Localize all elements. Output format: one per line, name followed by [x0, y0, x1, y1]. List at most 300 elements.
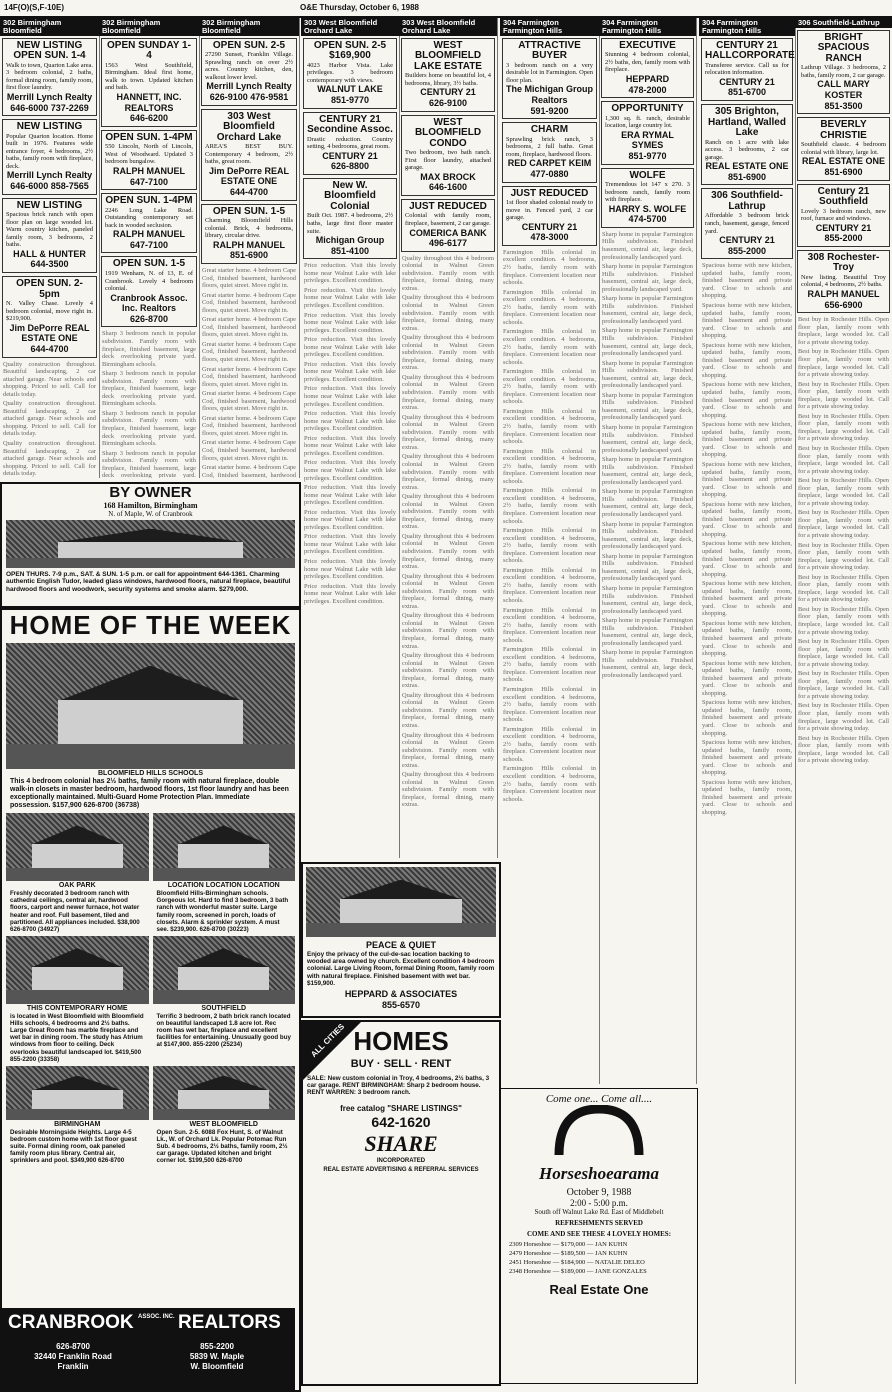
listing-headline: JUST REDUCED — [510, 187, 589, 199]
listing-firm: RALPH MANUEL — [113, 229, 185, 240]
listing-headline: CENTURY 21 Secondine Assoc. — [307, 113, 393, 136]
listing-firm: REAL ESTATE ONE — [705, 161, 789, 172]
listing-text: 1919 Wenham, N. of 13, E. of Cranbrook. Lovely 4 bedroom colonial. — [105, 269, 193, 293]
by-owner-body: OPEN THURS. 7-9 p.m., SAT. & SUN. 1-5 p.m. or call for appointment 644-1361. Charming authentic English Tudor, leaded glass windows, hardwood floors, natural fireplace, beautiful hardwood floors and woodwork, security systems and smoke alarm. $279,000. — [6, 571, 291, 593]
feature-caption: LOCATION LOCATION LOCATION — [167, 882, 280, 890]
classified-column — [699, 18, 796, 1384]
listing-phone: 647-7100 — [129, 176, 169, 187]
listing-firm: HARRY S. WOLFE — [608, 203, 687, 214]
office-address: 32440 Franklin Road — [34, 1352, 112, 1361]
listing-fine-print: Spacious home with new kitchen, updated baths, family room, finished basement and private yard. Close to schools and shopping. — [702, 540, 792, 578]
listing-text: N. Valley Chase. Lovely 4 bedroom colonial, move right in. $219,900. — [6, 300, 93, 323]
listing-phone: 851-6900 — [727, 171, 767, 182]
homes-sub: BUY · SELL · RENT — [350, 1058, 452, 1070]
listing-fine-print: Sharp home in popular Farmington Hills subdivision. Finished basement, central air, large deck, professionally landscaped yard. — [602, 617, 693, 647]
listing-fine-print: Best buy in Rochester Hills. Open floor plan, family room with fireplace, large wooded lot. Call for a private showing today. — [798, 412, 889, 443]
listing-headline: Century 21 Southfield — [817, 185, 870, 208]
listing-fine-print: Price reduction. Visit this lovely home near Walnut Lake with lake privileges. Excellent condition. — [304, 360, 396, 383]
listing-fine-print: Quality throughout this 4 bedroom colonial in Walnut Green subdivision. Family room with fireplace, formal dining, many extras. — [402, 532, 494, 571]
house-photo — [153, 936, 296, 1004]
listing-ad — [303, 178, 397, 259]
listing-fine-print: Sharp home in popular Farmington Hills subdivision. Finished basement, central air, large deck, professionally landscaped yard. — [602, 327, 693, 358]
listing-fine-print: Farmington Hills colonial in excellent condition. 4 bedrooms, 2½ baths, family room with fireplace. Convenient location near schools. — [503, 487, 596, 525]
listing-firm: RALPH MANUEL — [113, 165, 185, 176]
listing-fine-print: Farmington Hills colonial in excellent condition. 4 bedrooms, 2½ baths, family room with fireplace. Convenient location near schools. — [503, 686, 596, 724]
listing-text: Southfield classic. 4 bedroom colonial with library, large lot. — [801, 141, 886, 156]
listing-fine-print: Price reduction. Visit this lovely home near Walnut Lake with lake privileges. Excellent condition. — [304, 533, 396, 556]
listing-text: Charming Bloomfield Hills colonial. Brick, 4 bedrooms, library, circular drive. — [205, 217, 293, 240]
listing-text: 4023 Harbor Vista. Lake privileges. 3 bedroom contemporary with views. — [307, 61, 393, 84]
listing-fine-print: Sharp home in popular Farmington Hills subdivision. Finished basement, central air, large deck, professionally landscaped yard. — [602, 359, 693, 390]
horseshoe-date: October 9, 1988 — [566, 1187, 632, 1198]
listing-phone: 851-6700 — [727, 87, 767, 98]
listing-headline: 306 Southfield-Lathrup — [711, 190, 783, 212]
section-header: 302 Birmingham Bloomfield — [99, 18, 199, 36]
homes-footer: REAL ESTATE ADVERTISING & REFERRAL SERVICES — [323, 1166, 479, 1173]
listing-fine-print: Farmington Hills colonial in excellent condition. 4 bedrooms, 2½ baths, family room with fireplace. Convenient location near schools. — [503, 725, 596, 763]
listing-fine-print: Best buy in Rochester Hills. Open floor plan, family room with fireplace, large wooded lot. Call for a private showing today. — [798, 734, 889, 765]
listing-text: 27290 Sunset, Franklin Village. Sprawling ranch on over 2½ acres. Country kitchen, den, walkout lower level. — [205, 51, 293, 81]
listing-text: 2246 Long Lake Road. Outstanding contemporary set back in wooded seclusion. — [105, 206, 193, 229]
listing-headline: OPEN SUN. 1-5 — [212, 205, 286, 217]
listing-text: 1563 West Southfield, Birmingham. Ideal first home, walk to town. Updated kitchen and bath. — [105, 61, 193, 92]
classified-column — [199, 18, 300, 478]
feature-caption: WEST BLOOMFIELD — [189, 1120, 258, 1128]
listing-fine-print: Price reduction. Visit this lovely home near Walnut Lake with lake privileges. Excellent condition. — [304, 385, 396, 408]
listing-fine-print: Quality throughout this 4 bedroom colonial in Walnut Green subdivision. Family room with fireplace, formal dining, many extras. — [402, 731, 494, 769]
listing-fine-print: Spacious home with new kitchen, updated baths, family room, finished basement and private yard. Close to schools and shopping. — [702, 739, 792, 777]
feature-caption: BLOOMFIELD HILLS SCHOOLS — [98, 770, 203, 777]
listing-phone: 478-2000 — [628, 84, 667, 95]
listing-headline: OPPORTUNITY — [611, 103, 684, 115]
listing-fine-print: Farmington Hills colonial in excellent condition. 4 bedrooms, 2½ baths, family room with fireplace. Convenient location near schools. — [503, 566, 596, 604]
listing-fine-print: Quality construction throughout. Beautiful landscaping, 2 car attached garage. Near schools and shopping. Priced to sell. Call for details today. — [3, 360, 96, 398]
listing-headline: 305 Brighton, Hartland, Walled Lake — [708, 106, 786, 139]
listing-headline: NEW LISTING OPEN SUN. 1-4 — [13, 39, 86, 62]
listing-phone: 644-4700 — [229, 187, 269, 198]
cranbrook-office-west-bloomfield — [152, 1342, 282, 1372]
listing-ad — [502, 38, 597, 119]
feature-southfield — [153, 936, 296, 1064]
listing-firm: RALPH MANUEL — [807, 289, 880, 300]
horseshoe-intro: Come one... Come all.... — [545, 1093, 653, 1105]
listing-phone: 646-6200 — [129, 113, 169, 124]
page-number: 14F(O)(S,F-10E) — [4, 3, 65, 12]
listing-fine-print: Quality throughout this 4 bedroom colonial in Walnut Green subdivision. Family room with fireplace, formal dining, many extras. — [402, 652, 494, 690]
listing-fine-print: Price reduction. Visit this lovely home near Walnut Lake with lake privileges. Excellent condition. — [304, 336, 396, 359]
real-estate-one-logo: Real Estate One — [549, 1282, 649, 1298]
listing-phone: 851-9770 — [330, 95, 370, 105]
listing-fine-print: Sharp home in popular Farmington Hills subdivision. Finished basement, central air, large deck, professionally landscaped yard. — [602, 520, 693, 551]
listing-fine-print: Sharp 3 bedroom ranch in popular subdivision. Family room with fireplace, finished basement, large deck overlooking private yard. Birmingham schools. — [102, 409, 196, 448]
listing-phone: 591-9200 — [530, 105, 569, 116]
listing-headline: CENTURY 21 HALLCORPORATE — [705, 39, 795, 62]
listing-text: New listing. Beautiful Troy colonial, 4 bedrooms, 2½ baths. — [801, 273, 886, 289]
listing-fine-print: Sharp home in popular Farmington Hills subdivision. Finished basement, central air, large deck, professionally landscaped yard. — [602, 391, 693, 422]
listing-phone: 496-6177 — [428, 238, 468, 249]
listing-fine-print: Spacious home with new kitchen, updated baths, family room, finished basement and private yard. Close to schools and shopping. — [702, 421, 792, 459]
listing-text: Sprawling brick ranch, 3 bedrooms, 2 full baths. Great room, fireplace, hardwood floors. — [506, 135, 593, 158]
listing-text: Tremendous lot 147 x 270. 3 bedroom ranch, family room with fireplace. — [605, 181, 690, 204]
tudor-house-photo — [6, 520, 295, 568]
listing-phone: 626-9100 — [428, 97, 468, 108]
listing-fine-print: Best buy in Rochester Hills. Open floor plan, family room with fireplace, large wooded lot. Call for a private showing today. — [798, 638, 889, 668]
listing-text: Stunning 4 bedroom colonial, 2½ baths, den, family room with fireplace. — [605, 51, 690, 74]
listing-firm: HEPPARD — [625, 73, 670, 84]
listing-fine-print: Great starter home. 4 bedroom Cape Cod, finished basement, hardwood floors, quiet street. Move right in. — [202, 316, 296, 339]
listing-ad — [101, 38, 197, 127]
listing-ad — [201, 109, 297, 201]
feature-text: Terrific 3 bedroom, 2 bath brick ranch located on beautiful landscaped 1.8 acre lot. Rec room has wet bar, fireplace and excellent facilities for entertaining. Unusually good buy at $147,900. 855-2200 (25234) — [156, 1012, 291, 1049]
listing-firm: Jim DePorre REAL ESTATE ONE — [208, 165, 290, 187]
classified-column — [301, 18, 400, 858]
house-photo — [6, 1066, 149, 1120]
listing-phone: 644-4700 — [30, 343, 69, 354]
listing-firm: Merrill Lynch Realty — [6, 91, 93, 102]
listing-ad — [101, 130, 197, 190]
listing-fine-print: Great starter home. 4 bedroom Cape Cod, finished basement, hardwood floors, quiet street. Move right in. — [202, 439, 296, 462]
listing-fine-print: Price reduction. Visit this lovely home near Walnut Lake with lake privileges. Excellent condition. — [304, 459, 396, 482]
listing-fine-print: Best buy in Rochester Hills. Open floor plan, family room with fireplace, large wooded lot. Call for a private showing today. — [798, 605, 889, 636]
section-header: 302 Birmingham Bloomfield — [199, 18, 299, 36]
listing-fine-print: Price reduction. Visit this lovely home near Walnut Lake with lake privileges. Excellent condition. — [304, 508, 396, 531]
listing-headline: JUST REDUCED — [409, 200, 487, 212]
listing-phone: 626-8700 — [129, 313, 169, 324]
home-of-week-title: HOME OF THE WEEK — [9, 610, 292, 640]
listing-phone: 647-7100 — [129, 239, 169, 250]
listing-phone: 656-6900 — [824, 299, 863, 310]
listing-fine-print: Sharp home in popular Farmington Hills subdivision. Finished basement, central air, large deck, professionally landscaped yard. — [602, 584, 693, 615]
listing-headline: OPEN SUN. 1-4PM — [105, 131, 193, 143]
listing-firm: CENTURY 21 — [521, 221, 578, 232]
listing-phone: 855-2000 — [727, 245, 767, 256]
listing-headline: OPEN SUN. 2-5 $169,900 — [313, 39, 387, 62]
listing-firm: ERA RYMAL SYMES — [621, 129, 674, 151]
listing-fine-print: Farmington Hills colonial in excellent condition. 4 bedrooms, 2½ baths, family room with fireplace. Convenient location near schools. — [503, 368, 596, 406]
homes-text: SALE: New custom colonial in Troy, 4 bedrooms, 2½ baths, 3 car garage. RENT BIRMINGHAM: Sharp 2 bedroom house. RENT WARREN: 3 bedroom ranch. — [307, 1075, 490, 1097]
feature-row-3 — [6, 1066, 295, 1166]
feature-text: Freshly decorated 3 bedroom ranch with cathedral ceilings, central air, hardwood floors, carport and newer furnace, hot water heater and roof. Full basement, tiled and partitioned. All appliances included. $38,900 626-8700 (34927) — [10, 890, 140, 933]
listing-fine-print: Quality throughout this 4 bedroom colonial in Walnut Green subdivision. Family room with fireplace, formal dining, many extras. — [402, 771, 494, 809]
listing-firm: REAL ESTATE ONE — [801, 156, 885, 167]
listing-fine-print: Spacious home with new kitchen, updated baths, family room, finished basement and private yard. Close to schools and shopping. — [702, 262, 792, 300]
listing-fine-print: Sharp home in popular Farmington Hills subdivision. Finished basement, central air, large deck, professionally landscaped yard. — [602, 263, 693, 293]
listing-phone: 855-2000 — [824, 233, 863, 244]
listing-text: Transferee service. Call us for relocation information. — [705, 61, 789, 77]
listing-phone: 851-3500 — [824, 100, 863, 111]
listing-firm: Cranbrook Assoc. Inc. Realtors — [110, 292, 188, 314]
listing-ad — [797, 117, 890, 180]
listing-text: Ranch on 1 acre with lake access. 3 bedrooms, 2 car garage. — [705, 138, 789, 161]
listing-fine-print: Best buy in Rochester Hills. Open floor plan, family room with fireplace, large wooded lot. Call for a private showing today. — [798, 670, 889, 700]
listing-text: 1,300 sq. ft. ranch, desirable location, large country lot. — [605, 114, 690, 130]
feature-text: Bloomfield Hills-Birmingham schools. Gorgeous lot. Hard to find 3 bedroom, 3 bath ranch with wonderful master suite. Large family room, screened in porch, loads of closets. Alarm & sprinkler system. A must see. $239,900. 626-8700 (30223) — [156, 890, 289, 933]
feature-text: Desirable Morningside Heights. Large 4-5 bedroom custom home with 1st floor guest suite. Formal dining room, oak paneled family room plus library. Central air, sprinklers and pool. $349,900 626-8700 — [10, 1128, 137, 1165]
listing-phone: 646-1600 — [428, 182, 468, 193]
listing-ad — [101, 256, 197, 327]
classified-column — [0, 18, 100, 478]
listing-firm: CENTURY 21 — [719, 76, 775, 87]
listing-fine-print: Best buy in Rochester Hills. Open floor plan, family room with fireplace, large wooded lot. Call for a private showing today. — [798, 444, 889, 475]
listing-ad — [701, 38, 793, 101]
listing-fine-print: Best buy in Rochester Hills. Open floor plan, family room with fireplace, large wooded lot. Call for a private showing today. — [798, 573, 889, 604]
listing-fine-print: Best buy in Rochester Hills. Open floor plan, family room with fireplace, large wooded lot. Call for a private showing today. — [798, 316, 889, 346]
listing-fine-print: Farmington Hills colonial in excellent condition. 4 bedrooms, 2½ baths, family room with fireplace. Convenient location near schools. — [503, 765, 596, 803]
all-cities-tag: ALL CITIES — [309, 1021, 347, 1060]
horseshoe-tour: COME AND SEE THESE 4 LOVELY HOMES: — [526, 1230, 672, 1238]
classified-column — [500, 18, 600, 1084]
listing-fine-print: Sharp 3 bedroom ranch in popular subdivision. Family room with fireplace, finished basement, large deck overlooking private yard. Birmingham schools. — [102, 330, 196, 368]
listing-firm: CENTURY 21 — [719, 235, 775, 246]
listing-text: 3 bedroom ranch on a very desirable lot in Farmington. Open floor plan. — [506, 61, 593, 84]
peace-phone: 855-6570 — [381, 1000, 421, 1011]
listing-ad — [601, 101, 694, 164]
listing-fine-print: Spacious home with new kitchen, updated baths, family room, finished basement and private yard. Close to schools and shopping. — [702, 619, 792, 658]
listing-headline: OPEN SUN. 1-5 — [112, 258, 186, 270]
listing-fine-print: Farmington Hills colonial in excellent condition. 4 bedrooms, 2½ baths, family room with fireplace. Convenient location near schools. — [503, 646, 596, 684]
listing-fine-print: Farmington Hills colonial in excellent condition. 4 bedrooms, 2½ baths, family room with fireplace. Convenient location near schools. — [503, 328, 596, 366]
horseshoe-home-item: 2479 Horseshoe — $189,500 — JAN KUHN — [509, 1250, 628, 1258]
listing-headline: OPEN SUNDAY 1-4 — [107, 39, 191, 62]
listing-fine-print: Quality construction throughout. Beautiful landscaping, 2 car attached garage. Near schools and shopping. Priced to sell. Call for details today. — [3, 440, 96, 478]
listing-fine-print: Price reduction. Visit this lovely home near Walnut Lake with lake privileges. Excellent condition. — [304, 434, 396, 457]
listing-fine-print: Sharp home in popular Farmington Hills subdivision. Finished basement, central air, large deck, professionally landscaped yard. — [602, 552, 693, 583]
listing-text: Built Oct. 1987. 4 bedrooms, 2½ baths, large first floor master suite. — [307, 212, 393, 235]
listing-firm: CALL MARY KOSTER — [817, 79, 870, 101]
horseshoe-location: South off Walnut Lake Rd. East of Middlebelt — [534, 1208, 664, 1216]
homes-phone: 642-1620 — [371, 1113, 431, 1130]
listing-ad — [502, 122, 597, 182]
listing-ad — [2, 198, 97, 273]
listing-text: Lovely 3 bedroom ranch, new roof, furnace and windows. — [801, 207, 886, 223]
listing-headline: EXECUTIVE — [619, 39, 676, 51]
by-owner-sub: N. of Maple, W. of Cranbrook — [108, 510, 193, 518]
listing-phone: 851-6900 — [229, 250, 269, 261]
listing-ad — [701, 104, 793, 185]
listing-fine-print: Farmington Hills colonial in excellent condition. 4 bedrooms, 2½ baths, family room with fireplace. Convenient location near schools. — [503, 288, 596, 326]
listing-fine-print: Price reduction. Visit this lovely home near Walnut Lake with lake privileges. Excellent condition. — [304, 484, 396, 507]
listing-phone: 626-9100 476-9581 — [209, 92, 289, 103]
listing-text: AREA'S BEST BUY. Contemporary 4 bedroom, 2½ baths, great room. — [205, 143, 293, 166]
by-owner-ad — [0, 482, 301, 608]
listing-fine-print: Best buy in Rochester Hills. Open floor plan, family room with fireplace, large wooded lot. Call for a private showing today. — [798, 477, 889, 507]
page-header — [0, 0, 892, 18]
listing-fine-print: Sharp home in popular Farmington Hills subdivision. Finished basement, central air, large deck, professionally landscaped yard. — [602, 456, 693, 486]
listing-fine-print: Farmington Hills colonial in excellent condition. 4 bedrooms, 2½ baths, family room with fireplace. Convenient location near schools. — [503, 606, 596, 644]
feature-text: This 4 bedroom colonial has 2½ baths, family room with natural fireplace, double walk-in closets in master bedroom, hardwood floors, 1st floor laundry and has been exceptionally maintained. Multi-Guard Home Protection Plan. Immediate possession. $157,900 626-8700 (36738) — [10, 778, 289, 810]
feature-birmingham — [6, 1066, 149, 1166]
listing-fine-print: Farmington Hills colonial in excellent condition. 4 bedrooms, 2½ baths, family room with fireplace. Convenient location near schools. — [503, 527, 596, 565]
section-header: 304 Farmington Farmington Hills — [599, 18, 696, 36]
listing-ad — [303, 112, 397, 175]
listing-fine-print: Quality throughout this 4 bedroom colonial in Walnut Green subdivision. Family room with fireplace, formal dining, many extras. — [402, 691, 494, 729]
house-photo — [6, 813, 149, 881]
listing-fine-print: Quality throughout this 4 bedroom colonial in Walnut Green subdivision. Family room with fireplace, formal dining, many extras. — [402, 254, 494, 292]
home-of-the-week — [0, 608, 301, 1392]
listing-ad — [601, 38, 694, 98]
listing-fine-print: Farmington Hills colonial in excellent condition. 4 bedrooms, 2½ baths, family room with fireplace. Convenient location near schools. — [503, 407, 596, 446]
listing-fine-print: Spacious home with new kitchen, updated baths, family room, finished basement and private yard. Close to schools and shopping. — [702, 699, 792, 737]
house-photo — [306, 867, 496, 937]
horseshoe-shape — [559, 1109, 639, 1155]
horseshoe-icon — [539, 1105, 659, 1159]
listing-fine-print: Price reduction. Visit this lovely home near Walnut Lake with lake privileges. Excellent condition. — [304, 311, 396, 334]
listing-fine-print: Great starter home. 4 bedroom Cape Cod, finished basement, hardwood floors, quiet street. Move right in. — [202, 340, 296, 363]
listing-phone: 851-6900 — [824, 167, 863, 177]
listing-fine-print: Great starter home. 4 bedroom Cape Cod, finished basement, hardwood floors, quiet street. Move right in. — [202, 365, 296, 388]
listing-firm: Michigan Group — [315, 235, 385, 246]
listing-fine-print: Farmington Hills colonial in excellent condition. 4 bedrooms, 2½ baths, family room with fireplace. Convenient location near schools. — [503, 447, 596, 485]
listing-ad — [701, 188, 793, 259]
listing-fine-print: Quality throughout this 4 bedroom colonial in Walnut Green subdivision. Family room with fireplace, formal dining, many extras. — [402, 334, 494, 372]
classified-column — [795, 18, 892, 1384]
listing-fine-print: Sharp home in popular Farmington Hills subdivision. Finished basement, central air, large deck, professionally landscaped yard. — [602, 295, 693, 325]
listing-fine-print: Quality throughout this 4 bedroom colonial in Walnut Green subdivision. Family room with fireplace, formal dining, many extras. — [402, 453, 494, 491]
listing-text: Colonial with family room, fireplace, basement, 2 car garage. — [405, 212, 491, 227]
section-header: 303 West Bloomfield Orchard Lake — [301, 18, 399, 36]
listing-fine-print: Great starter home. 4 bedroom Cape Cod, finished basement, hardwood floors, quiet street. Move right in. — [202, 390, 296, 413]
feature-west-bloomfield — [153, 1066, 296, 1166]
classified-column — [399, 18, 498, 858]
horseshoe-title: Horseshoearama — [539, 1164, 659, 1183]
classified-column — [99, 18, 200, 478]
horseshoearama-ad — [500, 1088, 698, 1384]
listing-fine-print: Quality throughout this 4 bedroom colonial in Walnut Green subdivision. Family room with fireplace, formal dining, many extras. — [402, 572, 494, 610]
listing-phone: 646-6000 737-2269 — [10, 102, 89, 113]
listing-fine-print: Best buy in Rochester Hills. Open floor plan, family room with fireplace, large wooded lot. Call for a private showing today. — [798, 541, 889, 572]
listing-text: Popular Quarton location. Home built in 1976. Features wide entrance foyer, 4 bedrooms, 2½ baths, family room with fireplace, deck. — [6, 132, 93, 170]
house-photo — [6, 643, 295, 769]
listing-text: Lathrup Village. 3 bedrooms, 2 baths, family room, 2 car garage. — [801, 64, 886, 79]
listing-fine-print: Best buy in Rochester Hills. Open floor plan, family room with fireplace, large wooded lot. Call for a private showing today. — [798, 348, 889, 379]
listing-ad — [401, 115, 495, 196]
listing-text: Drastic reduction. Country setting, 4 bedrooms, great room. — [307, 135, 393, 151]
listing-text: Spacious brick ranch with open floor plan on large wooded lot. Warm country kitchen, paneled family room, 3 bedrooms, 2 baths. — [6, 211, 93, 249]
cranbrook-assoc: ASSOC. INC. — [138, 1314, 175, 1320]
listing-text: Two bedroom, two bath ranch. First floor laundry, attached garage. — [405, 149, 491, 172]
feature-oak-park — [6, 813, 149, 934]
horseshoe-home-item: 2309 Horseshoe — $179,000 — JAN KUHN — [509, 1241, 628, 1248]
listing-ad — [797, 250, 890, 313]
feature-caption: THIS CONTEMPORARY HOME — [26, 1004, 128, 1012]
house-photo — [153, 1066, 296, 1120]
listing-ad — [201, 38, 297, 106]
listing-fine-print: Best buy in Rochester Hills. Open floor plan, family room with fireplace, large wooded lot. Call for a private showing today. — [798, 380, 889, 411]
listing-headline: New W. Bloomfield Colonial — [324, 179, 376, 212]
listing-fine-print: Price reduction. Visit this lovely home near Walnut Lake with lake privileges. Excellent condition. — [304, 410, 396, 433]
listing-phone: 646-6000 858-7565 — [10, 181, 89, 191]
feature-row-2 — [6, 936, 295, 1064]
feature-caption: BIRMINGHAM — [54, 1120, 101, 1128]
listing-fine-print: Spacious home with new kitchen, updated baths, family room, finished basement and private yard. Close to schools and shopping. — [702, 659, 792, 697]
listing-headline: OPEN SUN. 2-5 — [212, 39, 286, 51]
listing-fine-print: Spacious home with new kitchen, updated baths, family room, finished basement and private yard. Close to schools and shopping. — [702, 302, 792, 340]
listing-firm: WALNUT LAKE — [317, 84, 383, 95]
cranbrook-banner — [2, 1308, 295, 1390]
listing-fine-print: Best buy in Rochester Hills. Open floor plan, family room with fireplace, large wooded lot. Call for a private showing today. — [798, 702, 889, 733]
house-photo — [153, 813, 296, 881]
listing-phone: 478-3000 — [530, 232, 569, 243]
by-owner-address: 168 Hamilton, Birmingham — [103, 501, 198, 510]
publication-date: O&E Thursday, October 6, 1988 — [300, 3, 420, 12]
listing-fine-print: Spacious home with new kitchen, updated baths, family room, finished basement and private yard. Close to schools and shopping. — [702, 460, 792, 499]
classified-column — [599, 18, 697, 1084]
listing-firm: RED CARPET KEIM — [507, 158, 592, 169]
office-city: W. Bloomfield — [190, 1362, 244, 1371]
listing-ad — [2, 276, 97, 357]
listing-headline: 308 Rochester-Troy — [807, 251, 880, 274]
listing-ad — [2, 38, 97, 116]
listing-text: Builders home on beautiful lot, 4 bedrooms, library, 3½ baths. — [405, 72, 491, 87]
listing-ad — [101, 193, 197, 253]
listing-headline: 303 West Bloomfield Orchard Lake — [216, 110, 282, 143]
listing-fine-print: Sharp home in popular Farmington Hills subdivision. Finished basement, central air, large deck, professionally landscaped yard. — [602, 649, 693, 679]
listing-headline: CHARM — [530, 124, 569, 136]
cranbrook-realtors: REALTORS — [178, 1312, 281, 1333]
feature-text: Open Sun. 2-5. 6088 Fox Hunt, S. of Walnut Lk., W. of Orchard Lk. Popular Potomac Run Sub. 4 bedrooms, 2½ baths, family room, 2½ car garage. Updated kitchen and bright corner lot. $199,500 626-8700 — [156, 1128, 288, 1165]
by-owner-title: BY OWNER — [109, 484, 192, 501]
listing-firm: Merrill Lynch Realty — [206, 81, 292, 92]
listing-phone: 851-9770 — [628, 150, 667, 161]
listing-phone: 477-0880 — [530, 168, 569, 179]
listing-fine-print: Sharp home in popular Farmington Hills subdivision. Finished basement, central air, large deck, professionally landscaped yard. — [602, 230, 693, 261]
cranbrook-office-franklin — [8, 1342, 138, 1372]
listing-fine-print: Farmington Hills colonial in excellent condition. 4 bedrooms, 2½ baths, family room with fireplace. Convenient location near schools. — [503, 248, 596, 287]
listing-text: Affordable 3 bedroom brick ranch, basement, garage, fenced yard. — [705, 212, 789, 235]
listing-headline: ATTRACTIVE BUYER — [518, 39, 581, 62]
horseshoe-home-item: 2348 Horseshoe — $189,000 — JANE GONZALES — [509, 1268, 647, 1276]
peace-text: Enjoy the privacy of the cul-de-sac location backing to wooded area owned by church. Excellent condition 4 bedroom colonial. Large Living Room, formal Dining Room, family room with natural fireplace. Finished basement with wet bar. $159,900. — [307, 951, 495, 987]
office-phone: 855-2200 — [200, 1342, 234, 1351]
horseshoe-home-item: 2451 Horseshoe — $184,900 — NATALIE DELEO — [509, 1259, 645, 1267]
listing-fine-print: Price reduction. Visit this lovely home near Walnut Lake with lake privileges. Excellent condition. — [304, 286, 396, 310]
listing-fine-print: Spacious home with new kitchen, updated baths, family room, finished basement and private yard. Close to schools and shopping. — [702, 500, 792, 538]
listing-ad — [401, 38, 495, 112]
peace-firm: HEPPARD & ASSOCIATES — [344, 989, 458, 1000]
listing-fine-print: Price reduction. Visit this lovely home near Walnut Lake with lake privileges. Excellent condition. — [304, 582, 396, 605]
listing-firm: The Michigan Group Realtors — [506, 84, 593, 105]
house-photo — [6, 936, 149, 1004]
feature-caption: OAK PARK — [58, 882, 96, 890]
listing-fine-print: Great starter home. 4 bedroom Cape Cod, finished basement, hardwood floors, quiet street. Move right in. — [202, 266, 296, 290]
office-city: Franklin — [57, 1362, 89, 1371]
feature-text: is located in West Bloomfield with Bloomfield Hills schools, 4 bedrooms and 2½ baths. Large Great Room has marble fireplace and wet bar in dining room. The study has Atrium windows from floor to ceiling. Deck overlooks beautiful landscaped lot. $419,500 855-2200 (33358) — [10, 1012, 144, 1063]
listing-firm: Merrill Lynch Realty — [6, 170, 93, 181]
listing-text: 1st floor shaded colonial ready to move in. Fenced yard, 2 car garage. — [506, 199, 593, 222]
listing-ad — [601, 168, 694, 228]
homes-buy-sell-rent-ad — [301, 1020, 501, 1386]
listing-firm: COMERICA BANK — [409, 227, 487, 238]
listing-firm: HALL & HUNTER — [13, 248, 86, 259]
peace-and-quiet-ad — [301, 862, 501, 1018]
office-address: 5839 W. Maple — [189, 1352, 245, 1361]
section-header: 306 Southfield-Lathrup — [795, 18, 892, 28]
listing-fine-print: Great starter home. 4 bedroom Cape Cod, finished basement, hardwood floors, quiet street. Move right in. — [202, 414, 296, 437]
section-header: 304 Farmington Farmington Hills — [699, 18, 795, 36]
listing-headline: OPEN SUN. 2-5pm — [16, 278, 83, 300]
listing-fine-print: Price reduction. Visit this lovely home near Walnut Lake with lake privileges. Excellent condition. — [304, 557, 396, 581]
section-header: 302 Birmingham Bloomfield — [0, 18, 99, 36]
share-logo-sub: INCORPORATED — [376, 1157, 426, 1164]
horseshoe-homes — [501, 1238, 697, 1278]
listing-phone: 474-5700 — [628, 214, 667, 225]
listing-fine-print: Spacious home with new kitchen, updated baths, family room, finished basement and private yard. Close to schools and shopping. — [702, 580, 792, 618]
listing-firm: CENTURY 21 — [815, 222, 872, 233]
listing-firm: MAX BROCK — [420, 171, 476, 182]
listing-fine-print: Quality throughout this 4 bedroom colonial in Walnut Green subdivision. Family room with fireplace, formal dining, many extras. — [402, 493, 494, 531]
cranbrook-name: CRANBROOK — [8, 1312, 134, 1333]
listing-fine-print: Best buy in Rochester Hills. Open floor plan, family room with fireplace, large wooded lot. Call for a private showing today. — [798, 509, 889, 539]
